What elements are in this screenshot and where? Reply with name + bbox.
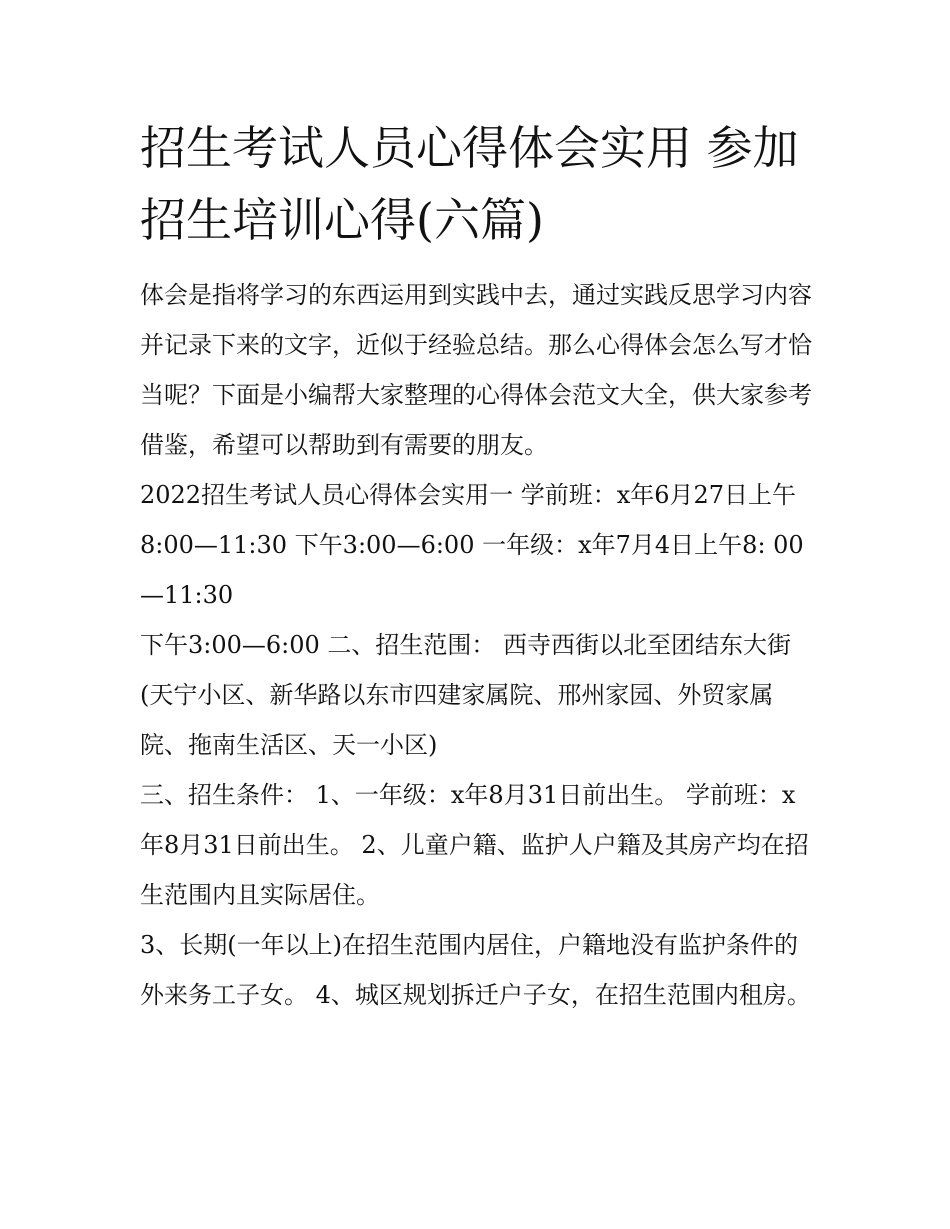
- residence-paragraph: 3、长期(一年以上)在招生范围内居住，户籍地没有监护条件的外来务工子女。 4、城区规划拆迁户子女，在招生范围内租房。: [140, 931, 811, 1009]
- intro-paragraph: 体会是指将学习的东西运用到实践中去，通过实践反思学习内容并记录下来的文字，近似于经验总结。那么心得体会怎么写才恰当呢？下面是小编帮大家整理的心得体会范文大全，供大家参考借鉴，希望可以帮助到有需要的朋友。: [140, 281, 812, 459]
- scope-paragraph: 下午3:00—6:00 二、招生范围： 西寺西街以北至团结东大街(天宁小区、新华路以东市四建家属院、邢州家园、外贸家属院、拖南生活区、天一小区): [140, 631, 792, 759]
- schedule-paragraph: 2022招生考试人员心得体会实用一 学前班：x年6月27日上午8:00—11:30 下午3:00—6:00 一年级：x年7月4日上午8: 00—11:30: [140, 481, 804, 609]
- conditions-paragraph: 三、招生条件： 1、一年级：x年8月31日前出生。 学前班：x年8月31日前出生。 2、儿童户籍、监护人户籍及其房产均在招生范围内且实际居住。: [140, 781, 809, 909]
- document-page: [140, 112, 812, 1020]
- document-title: 招生考试人员心得体会实用 参加招生培训心得(六篇): [140, 121, 799, 247]
